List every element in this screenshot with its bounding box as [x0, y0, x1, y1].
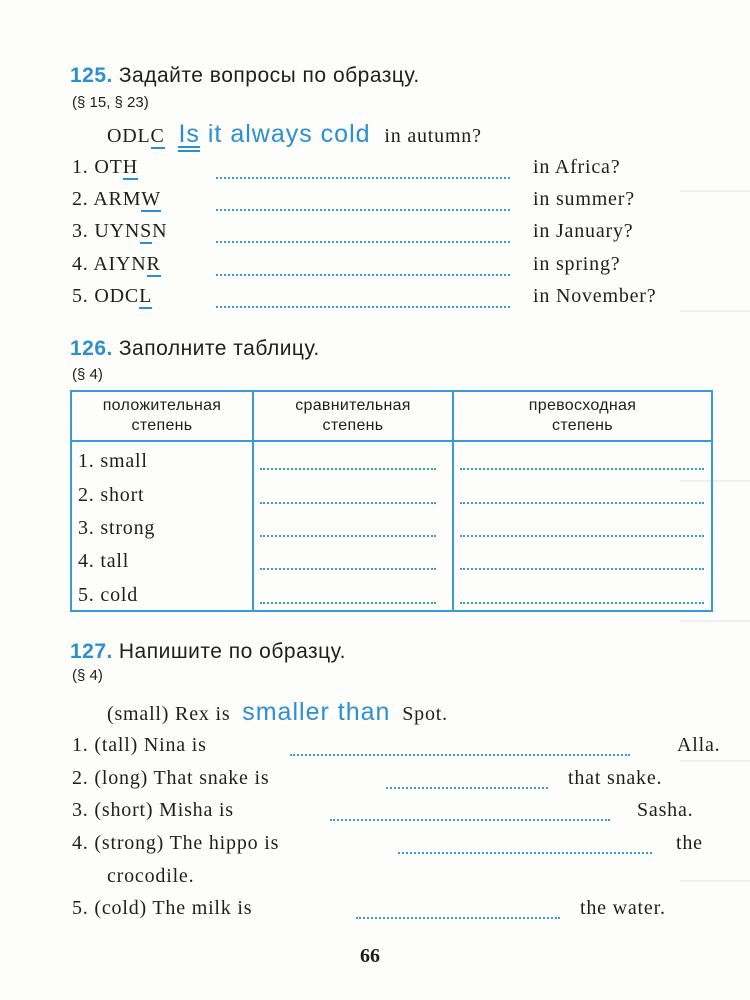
example-scrambled-word: ODLC: [107, 125, 165, 147]
item-suffix: that snake.: [568, 767, 663, 789]
item-suffix: in spring?: [533, 253, 621, 275]
degrees-table: [70, 390, 713, 612]
scrambled-word: ARMW: [93, 188, 161, 210]
item-number: 1.: [72, 734, 89, 756]
table-row-positive: 3. strong: [78, 517, 156, 539]
superlative-blank[interactable]: [460, 535, 704, 537]
item-text: (short) Misha is: [94, 799, 234, 821]
exercise-127-number: 127.: [70, 640, 113, 663]
item-suffix: in summer?: [533, 188, 635, 210]
scrambled-word: OTH: [94, 156, 138, 178]
item-number: 2.: [72, 188, 89, 210]
item-text: (cold) The milk is: [94, 897, 253, 919]
example-prefix: (small) Rex is: [107, 703, 231, 725]
item-suffix: Alla.: [677, 734, 721, 756]
answer-blank[interactable]: [356, 917, 560, 919]
item-number: 3.: [72, 799, 89, 821]
table-row-positive: 5. cold: [78, 584, 139, 606]
scrambled-word: ODCL: [94, 285, 153, 307]
comparative-blank[interactable]: [260, 535, 436, 537]
header-comparative: сравнительная степень: [295, 397, 411, 434]
exercise-127-refs: (§ 4): [72, 667, 103, 684]
table-row-positive: 2. short: [78, 484, 145, 506]
item-number: 4.: [72, 832, 89, 854]
exercise-125-instruction: Задайте вопросы по образцу.: [118, 64, 420, 87]
superlative-blank[interactable]: [460, 502, 704, 504]
item-suffix: the water.: [580, 897, 666, 919]
item-suffix: in January?: [533, 220, 634, 242]
example-answer-comparative: smaller than: [242, 698, 391, 726]
scrambled-word: AIYNR: [93, 253, 161, 275]
exercise-125-refs: (§ 15, § 23): [72, 94, 149, 111]
exercise-127-example: [107, 698, 448, 727]
item-suffix: in Africa?: [533, 156, 621, 178]
item-suffix: Sasha.: [637, 799, 694, 821]
answer-blank[interactable]: [216, 241, 510, 243]
answer-blank[interactable]: [290, 754, 630, 756]
item-number: 5.: [72, 897, 89, 919]
table-row-positive: 4. tall: [78, 550, 130, 572]
comparative-blank[interactable]: [260, 602, 436, 604]
header-superlative: превосходная степень: [528, 397, 637, 434]
answer-blank[interactable]: [386, 787, 548, 789]
item-number: 1.: [72, 156, 89, 178]
example-suffix: Spot.: [402, 703, 448, 725]
answer-blank[interactable]: [216, 209, 510, 211]
exercise-126-number: 126.: [70, 337, 113, 360]
comparative-blank[interactable]: [260, 568, 436, 570]
page-number: 66: [360, 945, 380, 967]
item-text: (long) That snake is: [94, 767, 270, 789]
exercise-125-example: [107, 120, 482, 149]
superlative-blank[interactable]: [460, 468, 704, 470]
exercise-126-title: [70, 337, 320, 361]
header-positive: положительная степень: [102, 397, 222, 434]
answer-blank[interactable]: [216, 306, 510, 308]
item-number: 5.: [72, 285, 89, 307]
item-text: (strong) The hippo is: [94, 832, 280, 854]
example-suffix: in autumn?: [384, 125, 482, 147]
item-text: (tall) Nina is: [94, 734, 207, 756]
answer-blank[interactable]: [330, 819, 610, 821]
answer-blank[interactable]: [398, 852, 652, 854]
exercise-126-instruction: Заполните таблицу.: [118, 337, 320, 360]
example-answer: Is it always cold: [178, 120, 371, 148]
comparative-blank[interactable]: [260, 468, 436, 470]
exercise-127-title: [70, 640, 346, 664]
superlative-blank[interactable]: [460, 602, 704, 604]
superlative-blank[interactable]: [460, 568, 704, 570]
item-number: 4.: [72, 253, 89, 275]
item-suffix: in November?: [533, 285, 657, 307]
exercise-127-instruction: Напишите по образцу.: [118, 640, 346, 663]
answer-blank[interactable]: [216, 177, 510, 179]
comparative-blank[interactable]: [260, 502, 436, 504]
exercise-126-refs: (§ 4): [72, 366, 103, 383]
exercise-125-title: [70, 64, 420, 88]
scrambled-word: UYNSN: [94, 220, 168, 242]
table-row-positive: 1. small: [78, 450, 148, 472]
item-suffix: the: [676, 832, 703, 854]
item-continuation: crocodile.: [107, 865, 195, 887]
answer-blank[interactable]: [216, 274, 510, 276]
exercise-125-number: 125.: [70, 64, 113, 87]
item-number: 2.: [72, 767, 89, 789]
item-number: 3.: [72, 220, 89, 242]
